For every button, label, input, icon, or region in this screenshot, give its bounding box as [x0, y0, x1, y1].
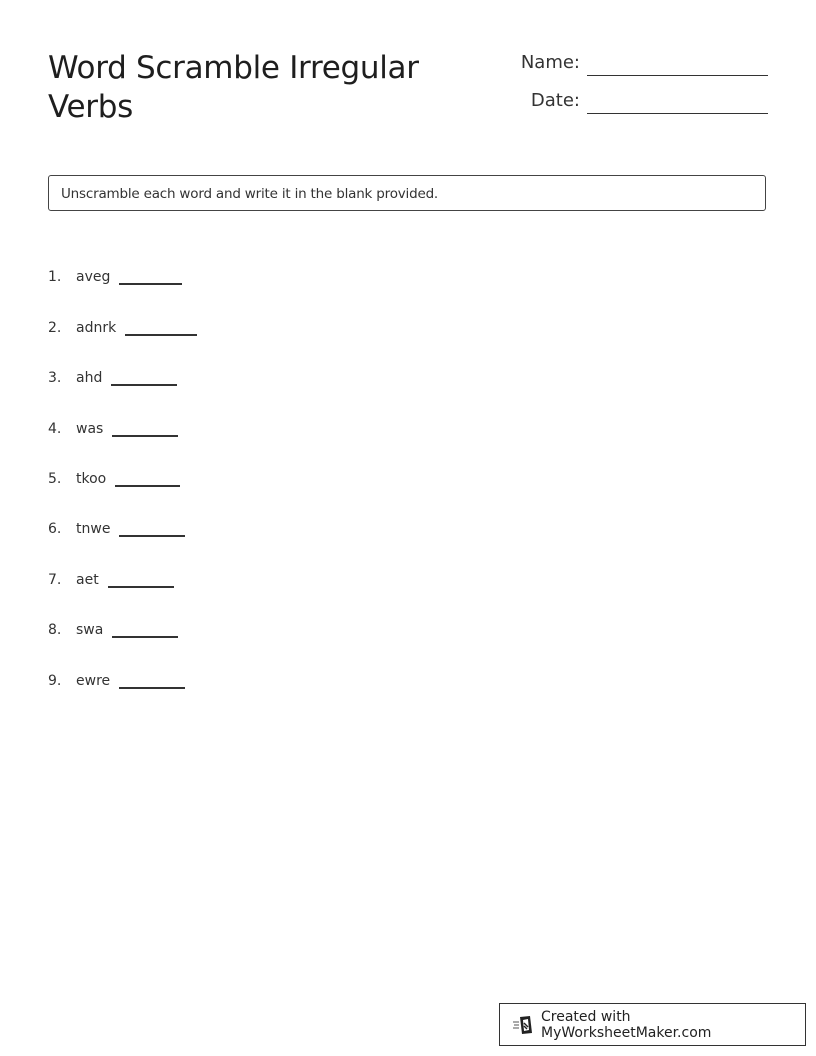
date-field-row	[531, 88, 768, 114]
item-number: 3.	[48, 370, 62, 387]
scramble-list	[48, 240, 197, 694]
scrambled-word: ewre	[76, 672, 111, 689]
list-item	[48, 240, 197, 290]
answer-blank[interactable]	[119, 535, 185, 537]
list-item	[48, 643, 197, 693]
item-number: 1.	[48, 269, 62, 286]
answer-blank[interactable]	[119, 687, 185, 689]
scrambled-word: adnrk	[76, 319, 117, 336]
scrambled-word: aveg	[76, 269, 111, 286]
instructions-box: Unscramble each word and write it in the blank provided.	[48, 175, 766, 211]
date-label: Date:	[530, 90, 580, 111]
item-number: 4.	[48, 420, 62, 437]
item-number: 9.	[48, 672, 62, 689]
item-number: 5.	[48, 470, 62, 487]
answer-blank[interactable]	[119, 283, 182, 285]
list-item	[48, 593, 197, 643]
item-number: 8.	[48, 622, 62, 639]
page-title: Word Scramble Irregular Verbs	[48, 50, 419, 125]
name-label: Name:	[520, 52, 580, 73]
worksheet-maker-logo-icon	[512, 1014, 534, 1036]
scrambled-word: tkoo	[76, 470, 107, 487]
scrambled-word: aet	[76, 571, 99, 588]
answer-blank[interactable]	[125, 334, 197, 336]
item-number: 7.	[48, 571, 62, 588]
item-number: 6.	[48, 521, 62, 538]
list-item	[48, 391, 197, 441]
scrambled-word: was	[76, 420, 104, 437]
name-field-row	[521, 50, 768, 76]
answer-blank[interactable]	[112, 435, 178, 437]
date-blank[interactable]	[587, 113, 768, 114]
scrambled-word: tnwe	[76, 521, 111, 538]
answer-blank[interactable]	[115, 485, 180, 487]
footer-text: Created with MyWorksheetMaker.com	[541, 1008, 712, 1041]
answer-blank[interactable]	[112, 636, 178, 638]
list-item	[48, 341, 197, 391]
answer-blank[interactable]	[108, 586, 174, 588]
list-item	[48, 442, 197, 492]
name-blank[interactable]	[587, 75, 768, 76]
scrambled-word: ahd	[76, 370, 103, 387]
list-item	[48, 492, 197, 542]
list-item	[48, 290, 197, 340]
item-number: 2.	[48, 319, 62, 336]
footer-badge[interactable]	[499, 1003, 806, 1046]
answer-blank[interactable]	[111, 384, 177, 386]
list-item	[48, 542, 197, 592]
scrambled-word: swa	[76, 622, 104, 639]
